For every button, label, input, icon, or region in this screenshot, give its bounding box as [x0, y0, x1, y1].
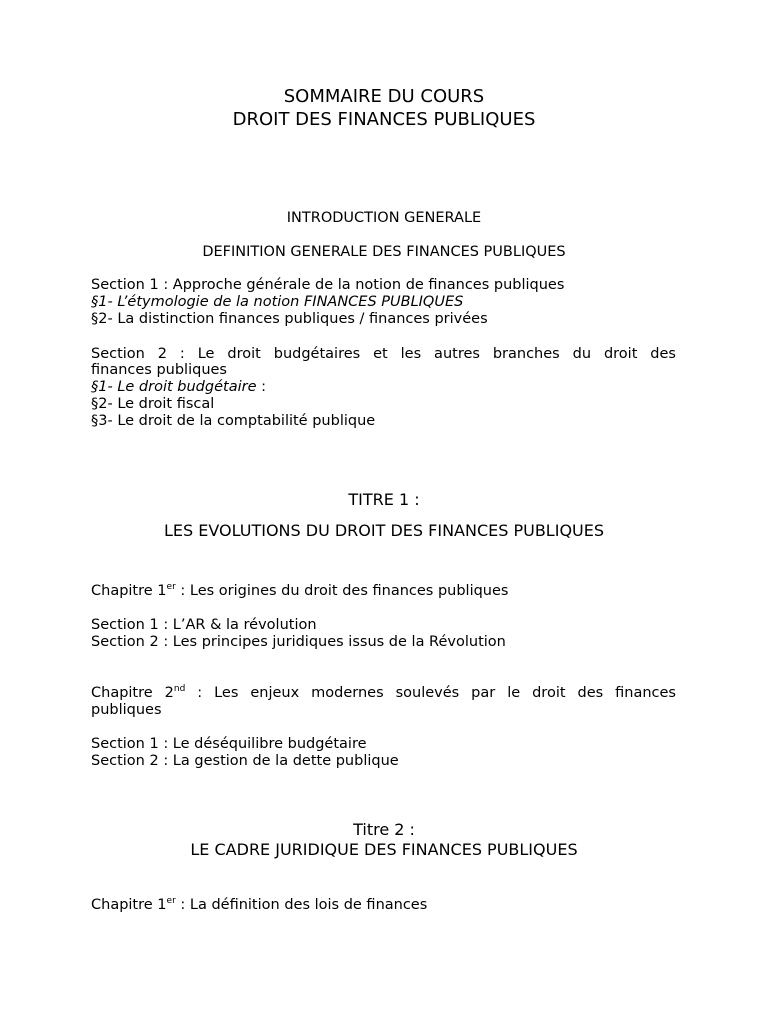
titre2-chapitre1 [91, 897, 427, 914]
titre2-chapitre1-sup: er [166, 896, 176, 906]
document-title-line1: SOMMAIRE DU COURS [283, 86, 485, 107]
titre2-heading: LE CADRE JURIDIQUE DES FINANCES PUBLIQUES [190, 840, 578, 859]
intro-section2-p3: §3- Le droit de la comptabilité publique [91, 413, 376, 429]
titre1-chapitre1-section2: Section 2 : Les principes juridiques issus de la Révolution [91, 634, 506, 650]
titre1-chapitre2-prefix: Chapitre 2 [91, 685, 174, 701]
intro-section2-p1-rest: : [256, 379, 266, 395]
intro-section2-p1-italic: §1- Le droit budgétaire [91, 379, 257, 395]
titre2-chapitre1-prefix: Chapitre 1 [91, 897, 167, 913]
intro-section1-p2: §2- La distinction finances publiques / finances privées [91, 311, 488, 327]
titre1-chapitre1-prefix: Chapitre 1 [91, 583, 167, 599]
titre1-chapitre1-sup: er [166, 582, 176, 592]
intro-section2-p2: §2- Le droit fiscal [91, 396, 215, 412]
intro-heading: INTRODUCTION GENERALE [286, 210, 482, 226]
intro-section1-title: Section 1 : Approche générale de la notion de finances publiques [91, 277, 565, 293]
intro-section1-p1: §1- L’étymologie de la notion FINANCES PUBLIQUES [91, 294, 464, 310]
titre1-chapitre2-line1 [91, 685, 676, 702]
intro-section2-title-line2: finances publiques [91, 362, 227, 378]
titre1-chapitre2-sup: nd [173, 684, 186, 694]
titre1-heading: LES EVOLUTIONS DU DROIT DES FINANCES PUBLIQUES [163, 521, 605, 540]
titre1-chapitre2-line2: publiques [91, 702, 162, 718]
document-title-line2: DROIT DES FINANCES PUBLIQUES [232, 109, 536, 130]
titre1-chapitre2-section2: Section 2 : La gestion de la dette publique [91, 753, 399, 769]
titre1-chapitre2-section1: Section 1 : Le déséquilibre budgétaire [91, 736, 367, 752]
titre1-label: TITRE 1 : [348, 490, 420, 509]
titre1-chapitre1-section1: Section 1 : L’AR & la révolution [91, 617, 317, 633]
titre1-chapitre2-rest: : Les enjeux modernes soulevés par le droit des finances [185, 685, 676, 701]
titre2-chapitre1-rest: : La définition des lois de finances [175, 897, 428, 913]
intro-section2-p1 [91, 379, 266, 396]
titre1-chapitre1 [91, 583, 508, 600]
intro-subheading: DEFINITION GENERALE DES FINANCES PUBLIQUES [202, 244, 566, 260]
intro-section2-title-line1: Section 2 : Le droit budgétaires et les autres branches du droit des [91, 346, 676, 362]
titre1-chapitre1-rest: : Les origines du droit des finances publiques [175, 583, 509, 599]
titre2-label: Titre 2 : [353, 820, 415, 839]
